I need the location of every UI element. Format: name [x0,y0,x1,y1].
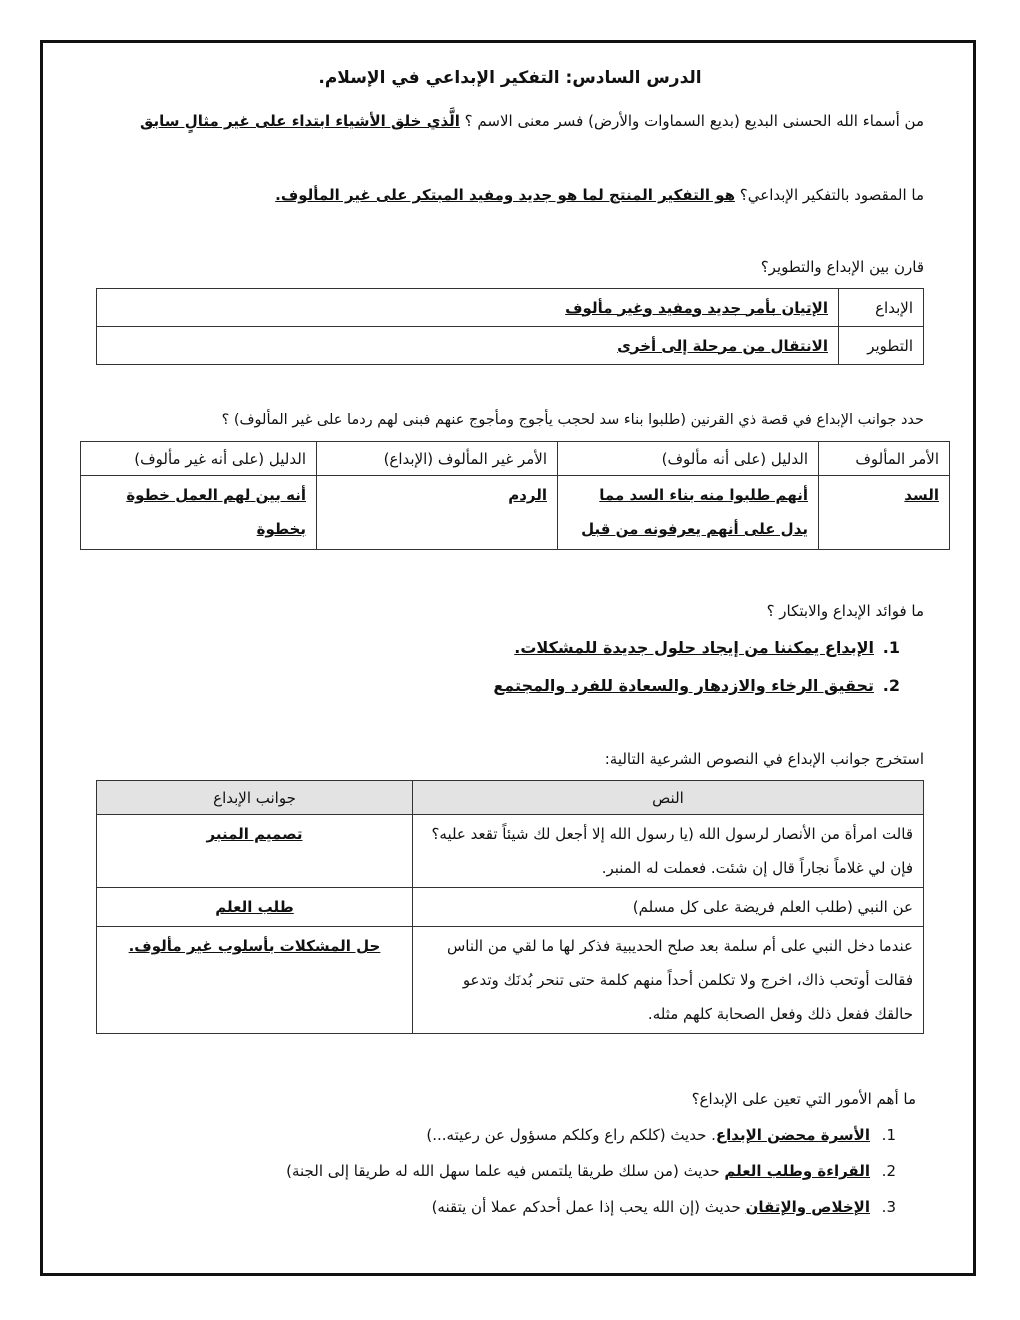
table-row [81,476,950,550]
table-row [97,888,924,927]
text-cell: قالت امرأة من الأنصار لرسول الله (يا رسول الله إلا أجعل لك شيئاً تقعد عليه؟ فإن لي غلاماً نجاراً قال إن شئت. فعملت له المنبر. [413,815,924,888]
table-cell: الردم [317,476,558,550]
table-cell: أنه بين لهم العمل خطوة بخطوة [81,476,317,550]
texts-table [96,780,924,1034]
table-cell: أنهم طلبوا منه بناء السد مما يدل على أنهم يعرفونه من قبل [558,476,819,550]
table-header-row [81,442,950,476]
dhul-qarnayn-question: حدد جوانب الإبداع في قصة ذي القرنين (طلبوا بناء سد لحجب يأجوج ومأجوج عنهم فبنى لهم ردما على غير المألوف) ؟ [221,412,924,428]
column-header: جوانب الإبداع [97,781,413,815]
table-row [97,815,924,888]
aspect-cell: طلب العلم [97,888,413,927]
definition-cell: الإتيان بأمر جديد ومفيد وغير مألوف [97,289,839,327]
table-row [97,327,924,365]
item-rest: حديث (من سلك طريقا يلتمس فيه علما سهل الله له طريقا إلى الجنة) [286,1162,725,1180]
item-key: الأسرة محضن الإبداع [715,1126,870,1144]
item-key: الإخلاص والإتقان [745,1198,870,1216]
benefit-item [514,638,900,657]
aspect-cell: تصميم المنبر [97,815,413,888]
compare-question: قارن بين الإبداع والتطوير؟ [760,258,924,276]
aspect-cell: حل المشكلات بأسلوب غير مألوف. [97,927,413,1034]
compare-table [96,288,924,365]
answer-text: الَّذي خلق الأشياء ابتداء على غير مثالٍ سابق [140,112,460,130]
column-header: الدليل (على أنه غير مألوف) [81,442,317,476]
column-header: النص [413,781,924,815]
answer-text: هو التفكير المنتج لما هو جديد ومفيد المبتكر على غير المألوف. [275,186,736,204]
term-cell: الإبداع [839,289,924,327]
column-header: الأمر غير المألوف (الإبداع) [317,442,558,476]
benefit-item [493,676,900,695]
table-cell: السد [819,476,950,550]
term-cell: التطوير [839,327,924,365]
item-number: 2. [882,676,900,695]
helper-item [432,1198,896,1216]
table-row [97,927,924,1034]
item-number: 3. [881,1198,896,1216]
text-cell: عن النبي (طلب العلم فريضة على كل مسلم) [413,888,924,927]
item-text: تحقيق الرخاء والازدهار والسعادة للفرد والمجتمع [493,676,874,695]
question-badi [140,112,924,130]
column-header: الأمر المألوف [819,442,950,476]
item-text: الإبداع يمكننا من إيجاد حلول جديدة للمشكلات. [514,638,874,657]
helper-item [426,1126,896,1144]
texts-question: استخرج جوانب الإبداع في النصوص الشرعية التالية: [604,750,924,768]
text-cell: عندما دخل النبي على أم سلمة بعد صلح الحديبية فذكر لها ما لقي من الناس فقالت أوتحب ذاك، اخرج ولا تكلمن أحداً منهم كلمة حتى تنحر بُدنَك وتدعو حالقك ففعل ذلك وفعل الصحابة كلهم مثله. [413,927,924,1034]
item-rest: حديث (إن الله يحب إذا عمل أحدكم عملا أن يتقنه) [431,1198,746,1216]
item-rest: . حديث (كلكم راع وكلكم مسؤول عن رعيته...) [426,1126,716,1144]
question-text: من أسماء الله الحسنى البديع (بديع السماوات والأرض) فسر معنى الاسم ؟ [459,112,924,130]
item-number: 2. [881,1162,896,1180]
item-key: القراءة وطلب العلم [724,1162,870,1180]
helpers-question: ما أهم الأمور التي تعين على الإبداع؟ [691,1090,916,1108]
item-number: 1. [882,638,900,657]
column-header: الدليل (على أنه مألوف) [558,442,819,476]
item-number: 1. [881,1126,896,1144]
dhul-qarnayn-table [80,441,950,550]
table-row [97,289,924,327]
helper-item [286,1162,896,1180]
question-text: ما المقصود بالتفكير الإبداعي؟ [735,186,924,204]
benefits-question: ما فوائد الإبداع والابتكار ؟ [766,602,924,620]
question-creative-thinking [275,186,924,204]
definition-cell: الانتقال من مرحلة إلى أخرى [97,327,839,365]
lesson-title: الدرس السادس: التفكير الإبداعي في الإسلام. [318,68,702,88]
table-header-row [97,781,924,815]
